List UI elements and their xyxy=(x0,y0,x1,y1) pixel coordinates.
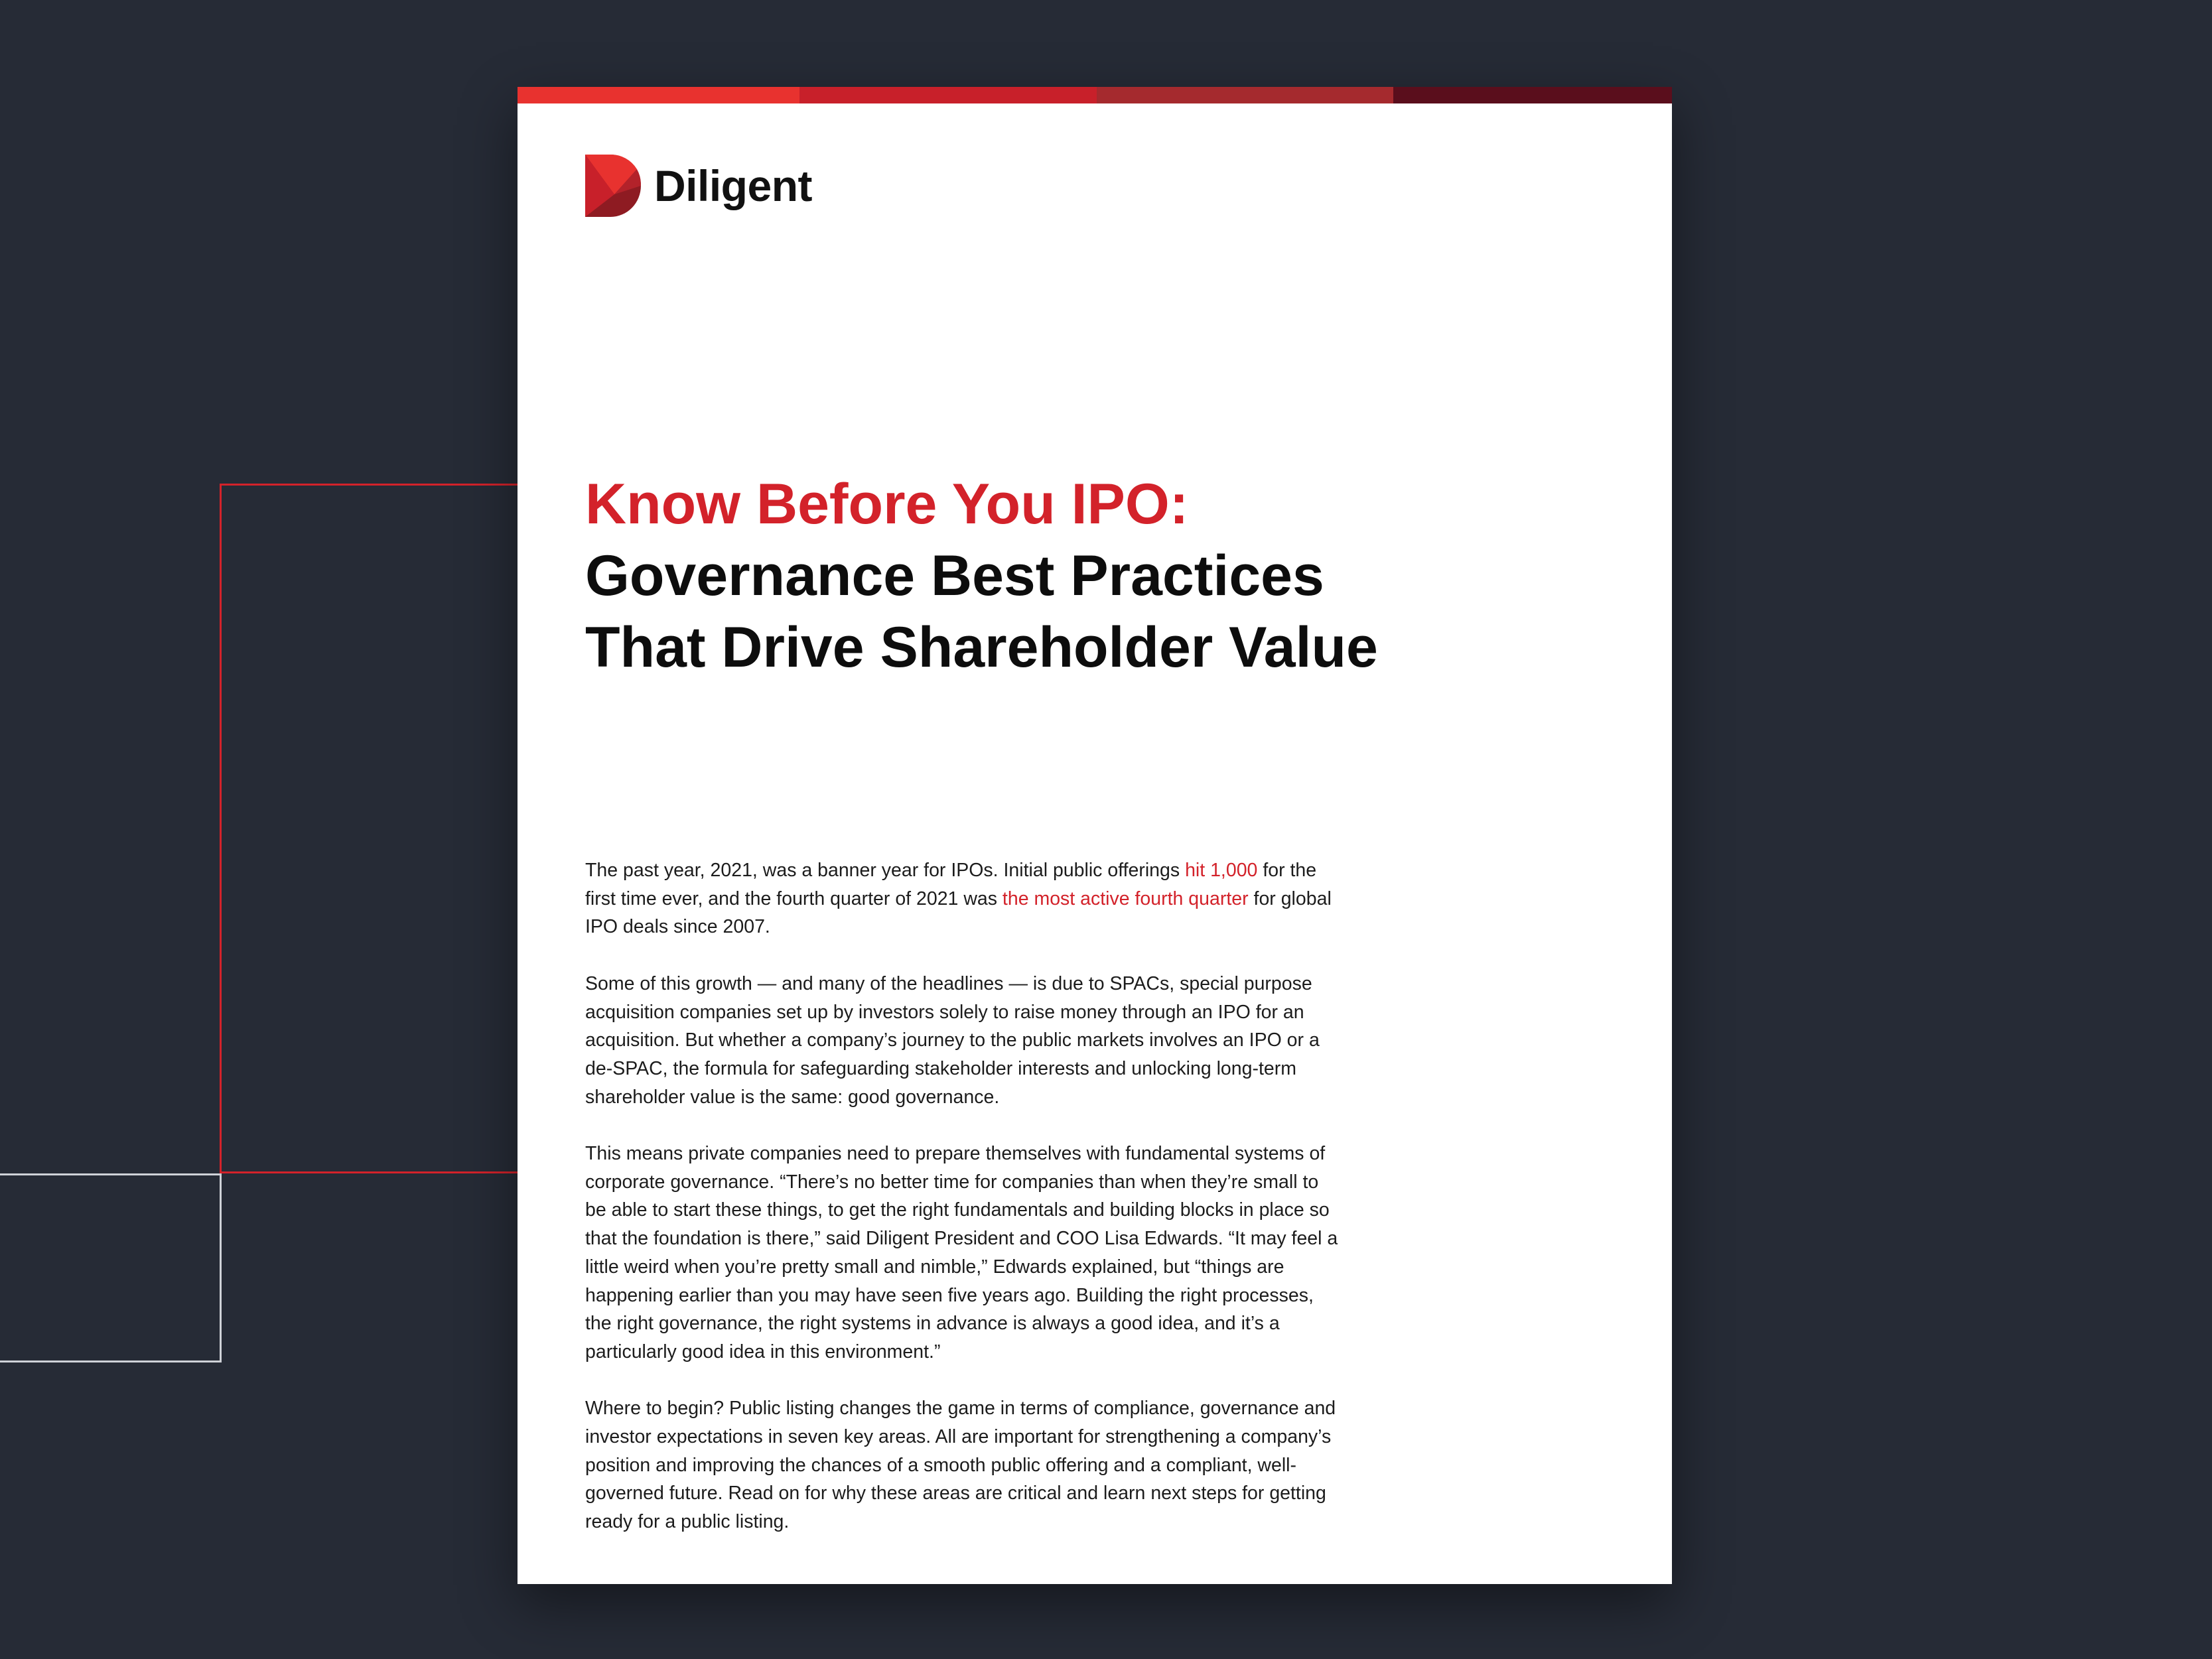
top-bar-segment xyxy=(518,87,799,103)
paragraph-2: Some of this growth — and many of the headlines — is due to SPACs, special purpose acquisition companies set up by investors solely to raise money through an IPO for an acquisition. But whether a company’s journey to the public markets involves an IPO or a de-SPAC, the formula for safeguarding stakeholder interests and unlocking long-term shareholder value is the same: good governance. xyxy=(585,972,1320,1108)
top-bar-segment xyxy=(1097,87,1393,103)
paragraph-1-text-a: The past year, 2021, was a banner year for IPOs. Initial public offerings xyxy=(585,860,1186,881)
paragraph-1-text-c: for global IPO deals since 2007. xyxy=(585,888,1332,938)
link-hit-1000[interactable]: hit 1,000 xyxy=(1185,860,1258,881)
paragraph-1-text-b: for the first time ever, and the fourth quarter of 2021 was xyxy=(585,860,1317,909)
paragraph-1 xyxy=(585,856,1338,941)
top-bar-segment xyxy=(1393,87,1672,103)
top-bar-segment xyxy=(799,87,1097,103)
title-line-1: Know Before You IPO: xyxy=(585,472,1189,536)
diligent-logo-icon xyxy=(585,155,641,217)
top-color-bar xyxy=(518,87,1672,103)
decorative-grey-frame xyxy=(0,1173,222,1362)
paragraph-3: This means private companies need to prepare themselves with fundamental systems of corporate governance. “There’s no better time for companies than when they’re small to be able to start these things, to get the right fundamentals and building blocks in place so that the foundation is there,” said Diligent President and COO Lisa Edwards. “It may feel a little weird when you’re pretty small and nimble,” Edwards explained, but “things are happening earlier than you may have seen five years ago. Building the right processes, the right governance, the right systems in advance is always a good idea, and it’s a particularly good idea in this environment.” xyxy=(585,1143,1338,1362)
title-line-2: Governance Best Practices xyxy=(585,544,1324,608)
title-line-3: That Drive Shareholder Value xyxy=(585,616,1378,679)
document-title xyxy=(585,468,1580,683)
diligent-logo xyxy=(585,155,812,217)
logo-wordmark: Diligent xyxy=(654,161,812,210)
body-text xyxy=(585,856,1338,1565)
paragraph-4: Where to begin? Public listing changes the game in terms of compliance, governance and investor expectations in seven key areas. All are important for strengthening a company’s position and improving the chances of a smooth public offering and a compliant, well-governed future. Read on for why these areas are critical and learn next steps for getting ready for a public listing. xyxy=(585,1398,1336,1533)
document-page xyxy=(518,87,1672,1584)
decorative-red-frame xyxy=(220,484,565,1173)
link-most-active-fourth-quarter[interactable]: the most active fourth quarter xyxy=(1002,888,1249,909)
